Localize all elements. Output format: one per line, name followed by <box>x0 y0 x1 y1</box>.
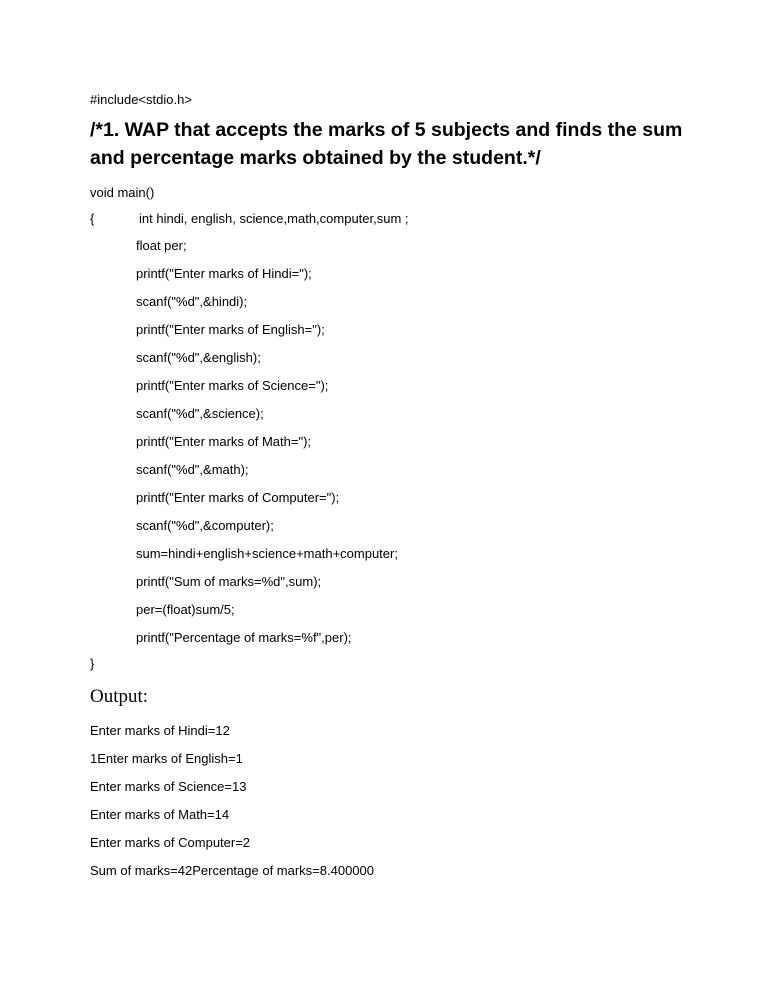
code-line: sum=hindi+english+science+math+computer; <box>136 546 398 561</box>
open-brace: { <box>90 211 95 226</box>
include-line: #include<stdio.h> <box>90 92 192 107</box>
code-line: printf("Enter marks of Hindi="); <box>136 266 312 281</box>
program-heading-comment: /*1. WAP that accepts the marks of 5 subjects and finds the sum and percentage marks obtained by the student.*/ <box>90 119 683 169</box>
output-heading: Output: <box>90 686 149 707</box>
code-line: per=(float)sum/5; <box>136 602 235 617</box>
code-line: scanf("%d",&math); <box>136 462 249 477</box>
code-line: printf("Percentage of marks=%f",per); <box>136 630 352 645</box>
code-line: float per; <box>136 238 187 253</box>
code-line: printf("Enter marks of Math="); <box>136 434 312 449</box>
code-line: printf("Enter marks of Science="); <box>136 378 329 393</box>
main-signature: void main() <box>90 185 155 200</box>
code-line: scanf("%d",&hindi); <box>136 294 248 309</box>
output-line: Enter marks of Science=13 <box>90 779 247 794</box>
close-brace: } <box>90 656 95 671</box>
code-line: printf("Sum of marks=%d",sum); <box>136 574 322 589</box>
code-line-declaration: int hindi, english, science,math,computer,sum ; <box>139 211 409 226</box>
output-line: Sum of marks=42Percentage of marks=8.400000 <box>90 863 374 878</box>
output-line: Enter marks of Math=14 <box>90 807 230 822</box>
code-line: scanf("%d",&computer); <box>136 518 274 533</box>
code-line: scanf("%d",&english); <box>136 350 261 365</box>
code-line: printf("Enter marks of Computer="); <box>136 490 340 505</box>
code-line: scanf("%d",&science); <box>136 406 264 421</box>
output-line: Enter marks of Computer=2 <box>90 835 251 850</box>
output-line: 1Enter marks of English=1 <box>90 751 243 766</box>
output-line: Enter marks of Hindi=12 <box>90 723 230 738</box>
code-line: printf("Enter marks of English="); <box>136 322 325 337</box>
